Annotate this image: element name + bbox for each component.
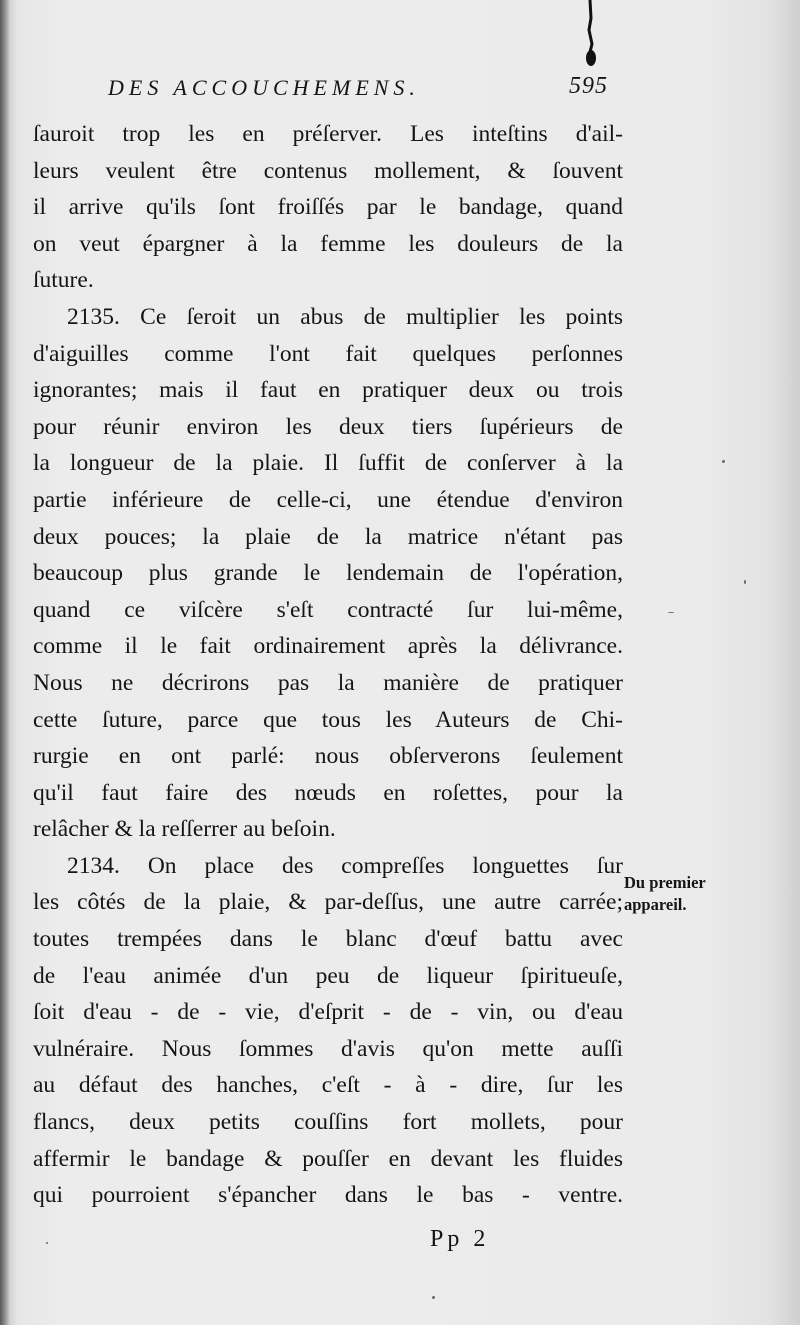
paper-speck <box>744 580 746 584</box>
text-line: 2135. Ce ſeroit un abus de multiplier les points <box>67 303 623 330</box>
text-line: partie inférieure de celle-ci, une étendue d'environ <box>33 486 623 513</box>
text-line: beaucoup plus grande le lendemain de l'opération, <box>33 560 623 587</box>
running-title: DES ACCOUCHEMENS. <box>108 75 420 100</box>
paper-speck <box>722 460 725 463</box>
body-text <box>33 116 623 1214</box>
text-line: cette ſuture, parce que tous les Auteurs de Chi- <box>33 706 623 733</box>
text-line: vulnéraire. Nous ſommes d'avis qu'on mette auſſi <box>33 1035 623 1062</box>
text-line: ſuture. <box>33 267 94 294</box>
text-line: deux pouces; la plaie de la matrice n'étant pas <box>33 523 623 550</box>
text-line: quand ce viſcère s'eſt contracté ſur lui-même, <box>33 596 623 623</box>
text-line: ignorantes; mais il faut en pratiquer deux ou trois <box>33 377 623 404</box>
text-line: relâcher & la reſſerrer au beſoin. <box>33 816 336 843</box>
text-line: Nous ne décrirons pas la manière de pratiquer <box>33 669 623 696</box>
marginal-note-line: appareil. <box>624 895 687 914</box>
paper-speck <box>432 1296 435 1299</box>
text-line: d'aiguilles comme l'ont fait quelques perſonnes <box>33 340 623 367</box>
text-line: les côtés de la plaie, & par-deſſus, une autre carrée; <box>33 889 623 916</box>
signature-mark: Pp 2 <box>430 1226 490 1252</box>
text-line: leurs veulent être contenus mollement, & ſouvent <box>33 157 623 184</box>
running-head <box>108 73 608 107</box>
binding-thread-mark <box>582 0 598 70</box>
text-line: affermir le bandage & pouſſer en devant les fluides <box>33 1145 623 1172</box>
text-line: qui pourroient s'épancher dans le bas - ventre. <box>33 1182 623 1209</box>
text-line: au défaut des hanches, c'eſt - à - dire, ſur les <box>33 1072 623 1099</box>
text-line: on veut épargner à la femme les douleurs de la <box>33 230 623 257</box>
text-line: toutes trempées dans le blanc d'œuf battu avec <box>33 926 623 953</box>
text-line: ſauroit trop les en préſerver. Les inteſtins d'ail- <box>33 121 623 147</box>
paper-speck <box>46 1242 48 1244</box>
text-line: flancs, deux petits couſſins fort mollets, pour <box>33 1109 623 1136</box>
text-line: comme il le fait ordinairement après la délivrance. <box>33 633 623 660</box>
marginal-note-line: Du premier <box>624 873 706 892</box>
text-line: la longueur de la plaie. Il ſuffit de conſerver à la <box>33 450 623 477</box>
marginal-note <box>624 872 800 916</box>
page-gutter-shadow <box>0 0 10 1325</box>
text-line: 2134. On place des compreſſes longuettes ſur <box>67 852 623 879</box>
page-number: 595 <box>569 73 608 99</box>
text-line: de l'eau animée d'un peu de liqueur ſpiritueuſe, <box>33 962 623 989</box>
text-line: ſoit d'eau - de - vie, d'eſprit - de - vin, ou d'eau <box>33 999 623 1026</box>
text-line: rurgie en ont parlé: nous obſerverons ſeulement <box>33 743 623 770</box>
text-line: il arrive qu'ils ſont froiſſés par le bandage, quand <box>33 194 623 221</box>
text-line: pour réunir environ les deux tiers ſupérieurs de <box>33 413 623 440</box>
paper-speck <box>668 612 674 613</box>
text-line: qu'il faut faire des nœuds en roſettes, pour la <box>33 779 623 806</box>
